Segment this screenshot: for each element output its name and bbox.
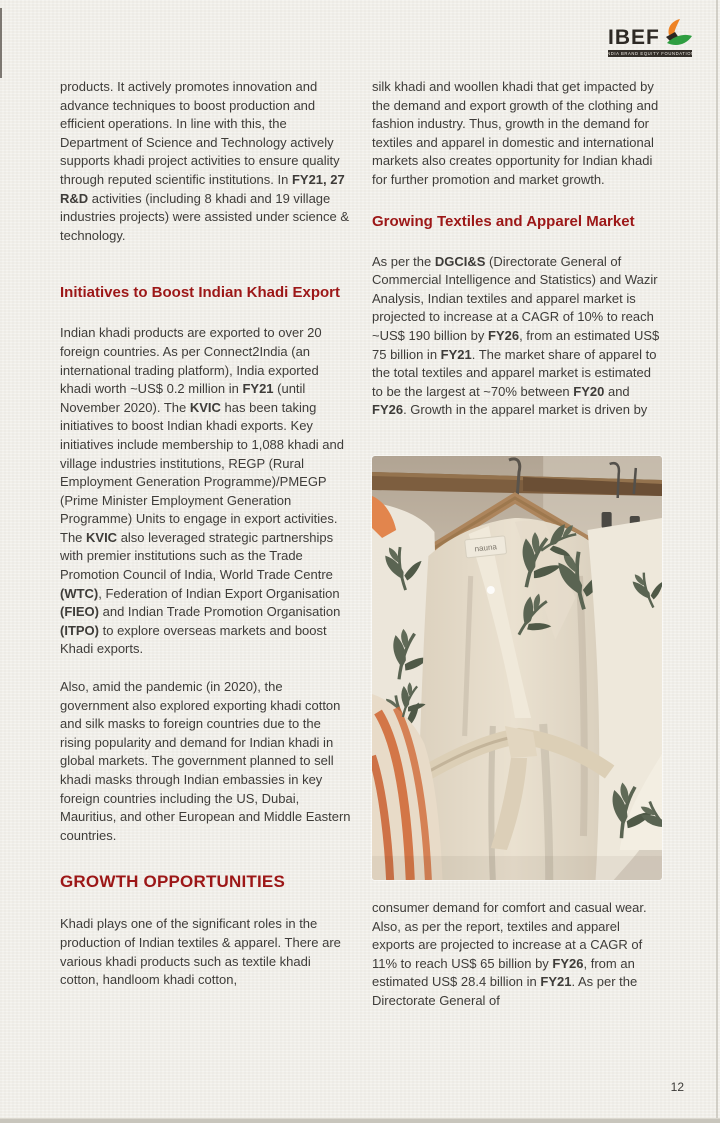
paragraph-pandemic-masks: Also, amid the pandemic (in 2020), the government also explored exporting khadi cotton and silk masks to foreign countries due to the rising popularity and demand for Indian khadi in global markets. The government planned to sell khadi masks through Indian embassies in key foreign countries including the US, Dubai, Mauritius, and other European and Middle Eastern countries.	[60, 679, 351, 843]
paragraph-khadi-exports: Indian khadi products are exported to over 20 foreign countries. As per Connect2India (an international trading platform), India exported khadi worth ~US$ 0.2 million in FY21 (until November 2020). The KVIC has been taking initiatives to boost Indian khadi exports. Key initiatives include membership to 1,088 khadi and village industries institutions, REGP (Rural Employment Generation Programme)/PMEGP (Prime Minister Employment Generation Programme) Units to engage in export activities. The KVIC also leveraged strategic partnerships with premier institutions such as the Trade Promotion Council of India, World Trade Centre (WTC), Federation of Indian Export Organisation (FIEO) and Indian Trade Promotion Organisation (ITPO) to explore overseas markets and boost Khadi exports.	[60, 325, 345, 657]
logo-tagline: INDIA BRAND EQUITY FOUNDATION	[608, 51, 692, 57]
page-edge-bottom	[0, 1118, 720, 1123]
paragraph-apparel-exports: consumer demand for comfort and casual wear. Also, as per the report, textiles and apparel exports are projected to increase at a CAGR of 11% to reach US$ 65 billion by FY26, from an estimated US$ 28.4 billion in FY21. As per the Directorate General of	[372, 899, 647, 1008]
page-edge-right	[716, 0, 718, 1123]
page-number: 12	[670, 1080, 684, 1094]
section-heading-textiles-market: Growing Textiles and Apparel Market	[372, 212, 635, 230]
logo-text: IBEF	[608, 26, 660, 49]
paragraph-science-technology: products. It actively promotes innovation and advance techniques to boost production and efficient operations. In line with this, the Department of Science and Technology actively supports khadi project activities to ensure quality through reputed scientific institutions. In FY21, 27 R&D activities (including 8 khadi and 19 village industries projects) were assisted under science & technology.	[60, 79, 350, 243]
left-column	[60, 78, 352, 990]
bird-icon	[666, 19, 692, 45]
paragraph-silk-woollen: silk khadi and woollen khadi that get impacted by the demand and export growth of the clothing and fashion industry. Thus, growth in the demand for textiles and apparel in domestic and international markets also creates opportunity for Indian khadi for further promotion and market growth.	[372, 79, 659, 187]
section-heading-initiatives: Initiatives to Boost Indian Khadi Export	[60, 284, 341, 302]
right-column	[372, 78, 662, 1010]
garment-brand-tag	[465, 536, 507, 558]
section-heading-growth-opportunities: GROWTH OPPORTUNITIES	[60, 872, 285, 892]
paragraph-khadi-role: Khadi plays one of the significant roles in the production of Indian textiles & apparel. There are various khadi products such as textile khadi cotton, handloom khadi cotton,	[60, 916, 341, 988]
paragraph-market-projection: As per the DGCI&S (Directorate General of Commercial Intelligence and Statistics) and Wazir Analysis, Indian textiles and apparel market is projected to increase at a CAGR of 10% to reach ~US$ 190 billion by FY26, from an estimated US$ 75 billion in FY21. The market share of apparel to the total textiles and apparel market is estimated to be the largest at ~70% between FY20 and FY26. Growth in the apparel market is driven by	[372, 253, 660, 418]
paragraph-gap	[60, 659, 352, 678]
garment-brand-tag-label: nauna	[474, 542, 498, 554]
page-edge-artifact	[0, 8, 2, 78]
khadi-clothing-photo	[372, 456, 662, 880]
ibef-logo-graphic	[608, 19, 692, 61]
ibef-logo	[608, 19, 692, 61]
khadi-photo-illustration	[372, 456, 662, 880]
